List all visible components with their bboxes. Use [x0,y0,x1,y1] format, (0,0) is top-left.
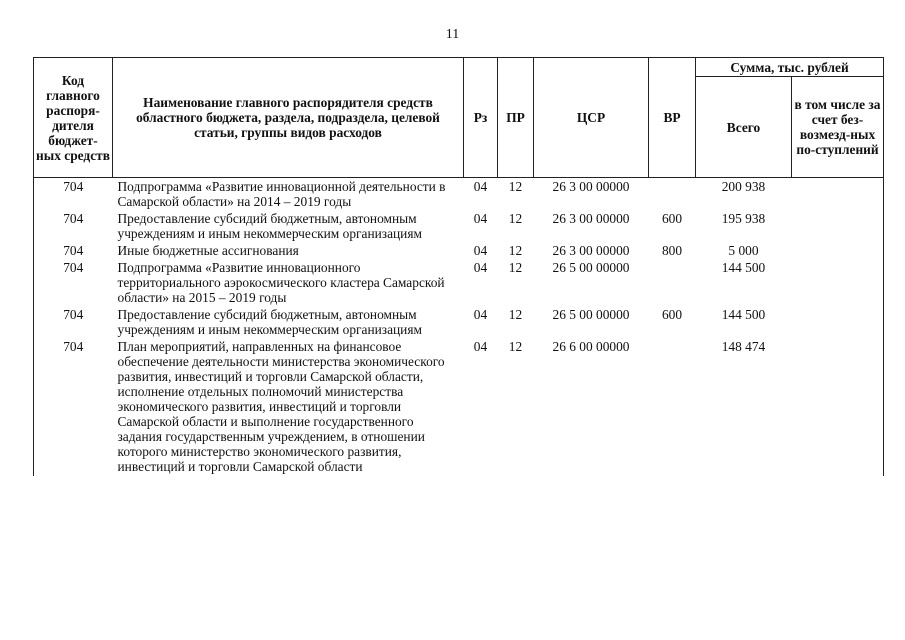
header-total: Всего [696,77,792,178]
cell-free [792,260,884,307]
cell-pr: 12 [508,307,523,322]
table-row [34,243,884,260]
cell-rz: 04 [473,339,488,354]
cell-rz: 04 [473,243,488,258]
cell-total: 5 000 [728,243,759,258]
cell-vr: 800 [661,243,683,258]
table-row [34,211,884,243]
header-csr: ЦСР [534,58,649,178]
cell-code: 704 [34,260,113,307]
cell-total: 195 938 [721,211,766,226]
header-name: Наименование главного распорядителя средств областного бюджета, раздела, подраздела, целевой статьи, группы видов расходов [113,58,464,178]
cell-pr: 12 [508,339,523,354]
cell-name: План мероприятий, направленных на финансовое обеспечение деятельности министерства экономического развития, инвестиций и торговли Самарской области, исполнение отдельных полномочий министерства экономического развития, инвестиций и торговли Самарской области и выполнение государственного задания государственным учреждением, в отношении которого министерство экономического развития, инвестиций и торговли Самарской области [117,339,445,474]
table-row [34,339,884,476]
header-rz: Рз [464,58,498,178]
cell-name: Предоставление субсидий бюджетным, автономным учреждениям и иным некоммерческим организациям [117,307,422,337]
cell-total: 144 500 [721,260,766,275]
header-code: Код главного распоря-дителя бюджет-ных средств [34,58,113,178]
cell-rz: 04 [473,307,488,322]
header-vr: ВР [649,58,696,178]
cell-name: Предоставление субсидий бюджетным, автономным учреждениям и иным некоммерческим организациям [117,211,422,241]
page-number: 11 [445,27,460,42]
cell-total: 144 500 [721,307,766,322]
table-row [34,178,884,212]
cell-vr: 600 [661,211,683,226]
cell-code: 704 [34,178,113,212]
header-free: в том числе за счет без-возмезд-ных по-ступлений [792,77,884,178]
cell-vr [649,260,696,307]
cell-name: Иные бюджетные ассигнования [117,243,299,258]
cell-pr: 12 [508,179,523,194]
cell-csr: 26 3 00 00000 [552,179,630,194]
table-row [34,260,884,307]
cell-code: 704 [34,339,113,476]
cell-free [792,243,884,260]
cell-rz: 04 [473,211,488,226]
cell-code: 704 [34,243,113,260]
cell-pr: 12 [508,243,523,258]
cell-rz: 04 [473,260,488,275]
table-row [34,307,884,339]
cell-pr: 12 [508,260,523,275]
cell-csr: 26 6 00 00000 [552,339,630,354]
cell-vr: 600 [661,307,683,322]
cell-free [792,211,884,243]
cell-code: 704 [34,307,113,339]
cell-name: Подпрограмма «Развитие инновационной деятельности в Самарской области» на 2014 – 2019 годы [117,179,446,209]
cell-pr: 12 [508,211,523,226]
cell-rz: 04 [473,179,488,194]
cell-name: Подпрограмма «Развитие инновационного территориального аэрокосмического кластера Самарской области» на 2015 – 2019 годы [117,260,445,305]
cell-csr: 26 3 00 00000 [552,243,630,258]
cell-csr: 26 5 00 00000 [552,260,630,275]
cell-free [792,339,884,476]
cell-csr: 26 5 00 00000 [552,307,630,322]
cell-vr [649,178,696,212]
header-pr: ПР [498,58,534,178]
cell-total: 200 938 [721,179,766,194]
cell-code: 704 [34,211,113,243]
cell-csr: 26 3 00 00000 [552,211,630,226]
cell-total: 148 474 [721,339,766,354]
cell-vr [649,339,696,476]
cell-free [792,307,884,339]
header-sum-group: Сумма, тыс. рублей [696,58,884,77]
budget-table [33,57,884,476]
cell-free [792,178,884,212]
